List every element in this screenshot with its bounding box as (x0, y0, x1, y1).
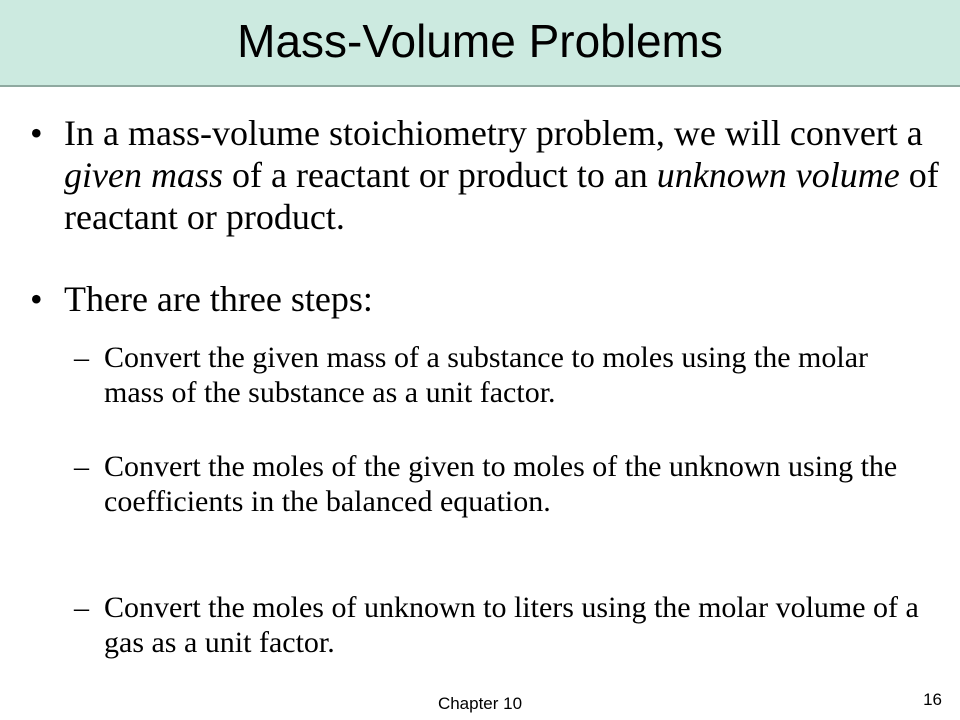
bullet-intro-emphasis: unknown volume (656, 155, 900, 195)
slide-title: Mass-Volume Problems (237, 14, 723, 67)
bullet-marker: • (30, 113, 43, 153)
sub-bullet-marker: – (74, 341, 89, 374)
bullet-intro-emphasis: given mass (64, 155, 223, 195)
step-item: Convert the moles of unknown to liters using the molar volume of a gas as a unit factor. (104, 591, 919, 659)
slide-footer: Chapter 10 (437, 694, 523, 713)
bullet-marker: • (30, 279, 43, 319)
sub-bullet-marker: – (74, 591, 89, 624)
sub-bullet-marker: – (74, 450, 89, 483)
step-item: Convert the moles of the given to moles of the unknown using the coefficients in the balanced equation. (104, 450, 898, 518)
step-item: Convert the given mass of a substance to moles using the molar mass of the substance as a unit factor. (104, 341, 869, 409)
bullet-intro (64, 112, 944, 238)
bullet-intro-text: of a reactant or product to an (222, 155, 657, 195)
page-number: 16 (923, 690, 942, 709)
bullet-steps-heading: There are three steps: (64, 279, 373, 319)
bullet-intro-text: In a mass-volume stoichiometry problem, we will convert a (64, 113, 923, 153)
bullet-intro-text: of reactant or product. (64, 155, 939, 237)
